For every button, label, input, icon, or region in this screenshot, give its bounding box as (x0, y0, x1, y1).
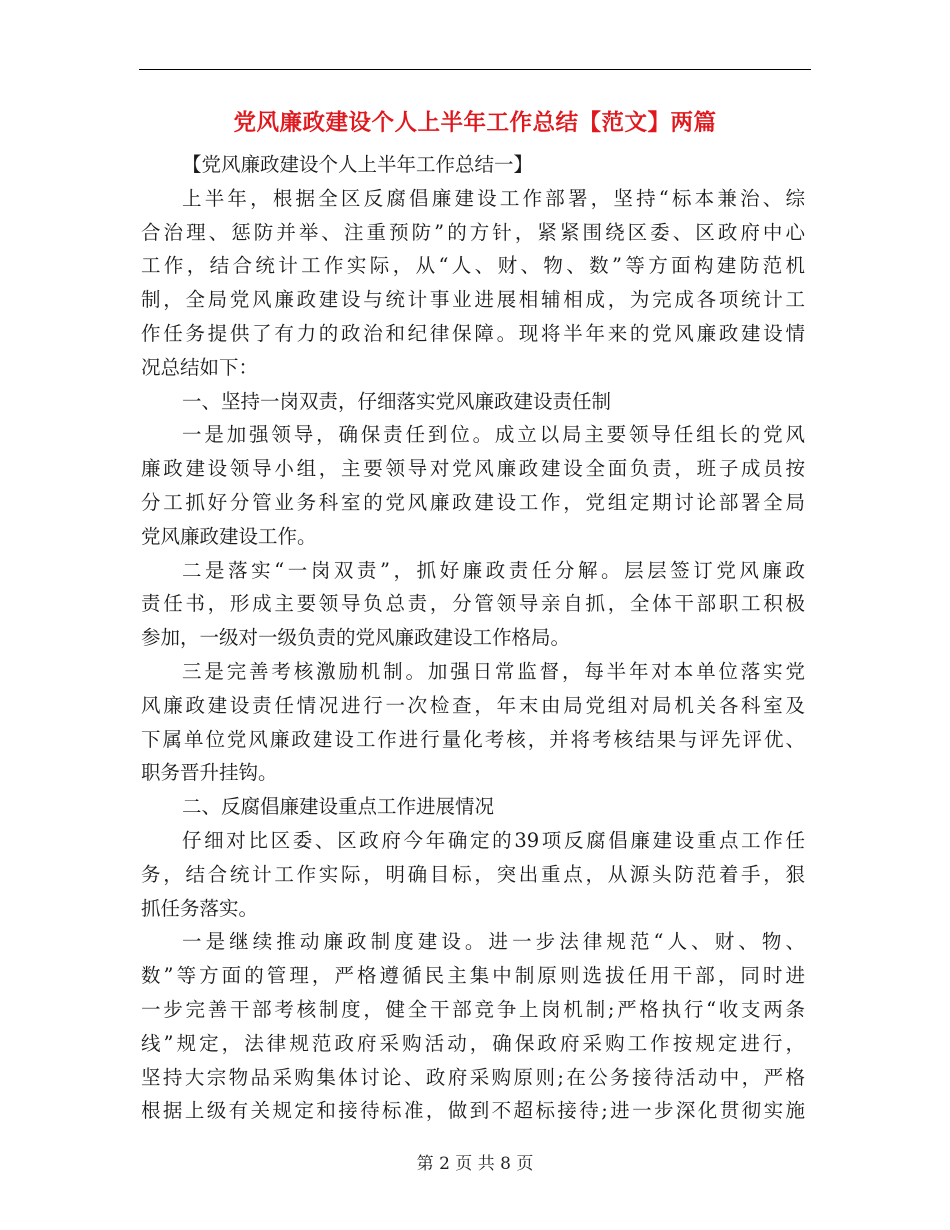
paragraph-line: 一是加强领导，确保责任到位。成立以局主要领导任组长的党风 (182, 423, 805, 447)
paragraph-line: 根据上级有关规定和接待标准，做到不超标接待;进一步深化贯彻实施 (141, 1099, 805, 1123)
document-body (141, 148, 805, 1128)
paragraph-line: 风廉政建设责任情况进行一次检查，年末由局党组对局机关各科室及 (141, 693, 805, 717)
paragraph-line: 一是继续推动廉政制度建设。进一步法律规范“人、财、物、 (182, 930, 805, 954)
paragraph-line: 二是落实“一岗双责”，抓好廉政责任分解。层层签订党风廉政 (182, 558, 805, 582)
section-heading: 二、反腐倡廉建设重点工作进展情况 (182, 795, 495, 819)
paragraph-line: 一步完善干部考核制度，健全干部竞争上岗机制;严格执行“收支两条 (141, 997, 805, 1021)
paragraph-line: 数”等方面的管理，严格遵循民主集中制原则选拔任用干部，同时进 (141, 964, 805, 988)
page-number: 第 2 页 共 8 页 (416, 1154, 534, 1174)
paragraph-line: 线”规定，法律规范政府采购活动，确保政府采购工作按规定进行， (141, 1031, 805, 1055)
paragraph-line: 制，全局党风廉政建设与统计事业进展相辅相成，为完成各项统计工 (141, 288, 805, 312)
paragraph-line: 工作，结合统计工作实际，从“人、财、物、数”等方面构建防范机 (141, 254, 805, 278)
paragraph-line: 作任务提供了有力的政治和纪律保障。现将半年来的党风廉政建设情 (141, 321, 805, 345)
document-title: 党风廉政建设个人上半年工作总结【范文】两篇 (233, 110, 717, 136)
paragraph-line: 责任书，形成主要领导负总责，分管领导亲自抓，全体干部职工积极 (141, 592, 805, 616)
paragraph-line: 职务晋升挂钩。 (141, 761, 278, 785)
paragraph-line: 坚持大宗物品采购集体讨论、政府采购原则;在公务接待活动中，严格 (141, 1065, 805, 1089)
paragraph-line: 抓任务落实。 (141, 896, 259, 920)
paragraph-line: 分工抓好分管业务科室的党风廉政建设工作，党组定期讨论部署全局 (141, 490, 805, 514)
paragraph-line: 党风廉政建设工作。 (141, 524, 317, 548)
section-heading: 一、坚持一岗双责，仔细落实党风廉政建设责任制 (182, 389, 612, 413)
paragraph-line: 三是完善考核激励机制。加强日常监督，每半年对本单位落实党 (182, 659, 805, 683)
paragraph-line: 仔细对比区委、区政府今年确定的39项反腐倡廉建设重点工作任 (182, 828, 805, 852)
section-heading: 【党风廉政建设个人上半年工作总结一】 (182, 153, 534, 176)
paragraph-line: 上半年，根据全区反腐倡廉建设工作部署，坚持“标本兼治、综 (182, 186, 805, 210)
paragraph-line: 下属单位党风廉政建设工作进行量化考核，并将考核结果与评先评优、 (141, 727, 805, 751)
header-rule (139, 69, 811, 70)
paragraph-line: 务，结合统计工作实际，明确目标，突出重点，从源头防范着手，狠 (141, 862, 805, 886)
paragraph-line: 况总结如下： (141, 355, 259, 379)
paragraph-line: 参加，一级对一级负责的党风廉政建设工作格局。 (141, 626, 571, 650)
paragraph-line: 合治理、惩防并举、注重预防”的方针，紧紧围绕区委、区政府中心 (141, 220, 805, 244)
paragraph-line: 廉政建设领导小组，主要领导对党风廉政建设全面负责，班子成员按 (141, 457, 805, 481)
